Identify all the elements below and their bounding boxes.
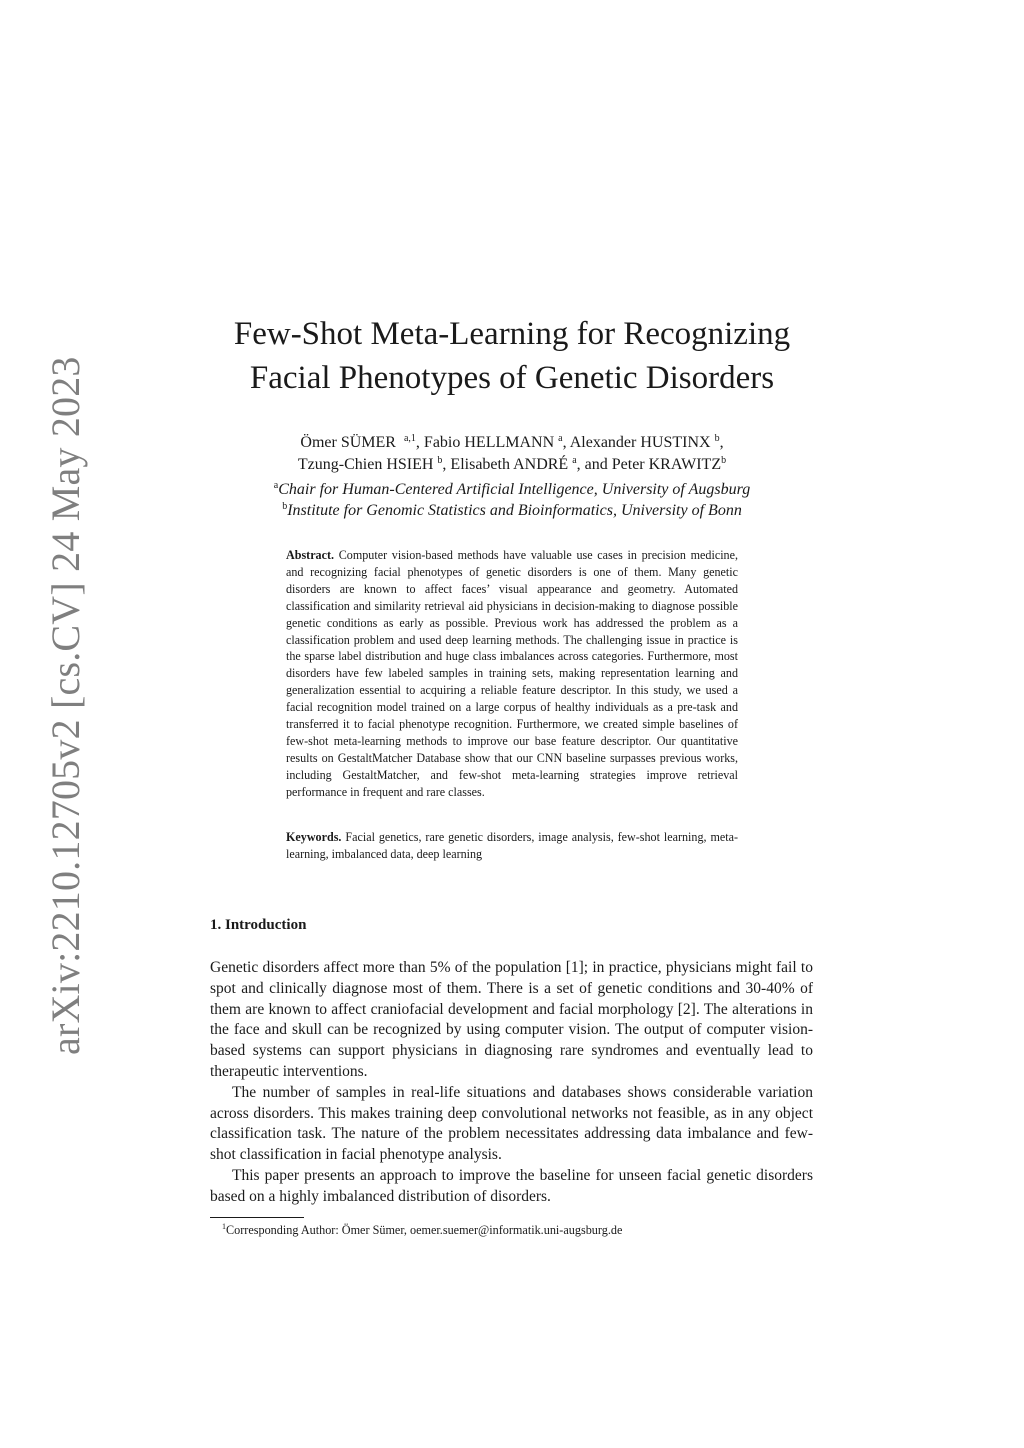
author-affiliation-mark: a [572, 455, 577, 466]
footnote [222, 1222, 622, 1238]
author-name: Fabio HELLMANN [423, 434, 555, 451]
footnote-mark: 1 [222, 1222, 226, 1231]
keywords-label: Keywords. [286, 830, 342, 844]
body-paragraph: Genetic disorders affect more than 5% of the population [1]; in practice, physicians might fail to spot and clinically diagnose most of them. There is a set of genetic conditions and 30-40% of them are known to affect craniofacial development and facial morphology [2]. The alterations in the face and skull can be recognized by using computer vision. The output of computer vision-based systems can support physicians in diagnosing rare syndromes and eventually lead to therapeutic interventions. [210, 959, 813, 1080]
author-list [0, 432, 1024, 476]
author-affiliation-mark: b [721, 455, 727, 466]
keywords [286, 829, 738, 863]
affiliation [0, 500, 1024, 521]
author-affiliation-mark: a,1 [403, 433, 416, 444]
affiliation-text: Institute for Genomic Statistics and Bioinformatics, University of Bonn [287, 502, 742, 519]
author-affiliation-mark: b [714, 433, 720, 444]
footnote-text: Corresponding Author: Ömer Sümer, oemer.suemer@informatik.uni-augsburg.de [226, 1223, 623, 1237]
paper-title-line: Few-Shot Meta-Learning for Recognizing [233, 316, 791, 352]
author-affiliation-mark: b [437, 455, 443, 466]
author-name: Peter KRAWITZ [611, 456, 722, 473]
author-affiliation-mark: a [558, 433, 563, 444]
footnote-divider [210, 1217, 304, 1218]
affiliation [0, 479, 1024, 500]
affiliation-list [0, 479, 1024, 521]
author-name: Elisabeth ANDRÉ [450, 456, 569, 473]
affiliation-mark: b [282, 501, 288, 512]
author-name: Tzung-Chien HSIEH [297, 456, 434, 473]
author-name: Ömer SÜMER [300, 434, 396, 451]
author-line: Ömer SÜMER $^{a,1}$, Fabio HELLMANN $^a$, Alexander HUSTINX $^b$, [300, 433, 724, 451]
abstract-text: Computer vision-based methods have valuable use cases in precision medicine, and recognizing facial phenotypes of genetic disorders is one of them. Many genetic disorders are known to affect faces’ visual appearance and geometry. Automated classification and similarity retrieval aid physicians in decision-making to diagnose possible genetic conditions as early as possible. Previous work has addressed the problem as a classification problem and used deep learning methods. The challenging issue in practice is the sparse label distribution and huge class imbalances across categories. Furthermore, most disorders have few labeled samples in training sets, making representation learning and generalization essential to acquiring a reliable feature descriptor. In this study, we used a facial recognition model trained on a large corpus of healthy individuals as a pre-task and transferred it to facial phenotype recognition. Furthermore, we created simple baselines of few-shot meta-learning methods to improve our base feature descriptor. Our quantitative results on GestaltMatcher Database show that our CNN baseline surpasses previous works, including GestaltMatcher, and few-shot meta-learning strategies improve retrieval performance in frequent and rare classes. [286, 548, 738, 799]
paper-title [0, 312, 1024, 400]
paper-title-line: Facial Phenotypes of Genetic Disorders [249, 360, 775, 396]
affiliation-mark: a [273, 480, 279, 491]
author-name: Alexander HUSTINX [569, 434, 711, 451]
abstract [286, 547, 738, 801]
author-line: Tzung-Chien HSIEH $^b$, Elisabeth ANDRÉ $^a$, and Peter KRAWITZ$^b$ [297, 455, 727, 473]
keywords-text: Facial genetics, rare genetic disorders, image analysis, few-shot learning, meta-learning, imbalanced data, deep learning [286, 830, 738, 861]
section-heading: 1. Introduction [210, 917, 307, 933]
body-paragraph: The number of samples in real-life situations and databases shows considerable variation across disorders. This makes training deep convolutional networks not feasible, as in any object classification task. The nature of the problem necessitates addressing data imbalance and few-shot classification in facial phenotype analysis. [210, 1083, 813, 1164]
body-paragraph: This paper presents an approach to improve the baseline for unseen facial genetic disorders based on a highly imbalanced distribution of disorders. [210, 1166, 813, 1205]
affiliation-text: Chair for Human-Centered Artificial Intelligence, University of Augsburg [278, 481, 751, 498]
section-body [210, 958, 813, 1208]
abstract-label: Abstract. [286, 548, 335, 562]
arxiv-identifier-stamp: arXiv:2210.12705v2 [cs.CV] 24 May 2023 [43, 356, 88, 1055]
